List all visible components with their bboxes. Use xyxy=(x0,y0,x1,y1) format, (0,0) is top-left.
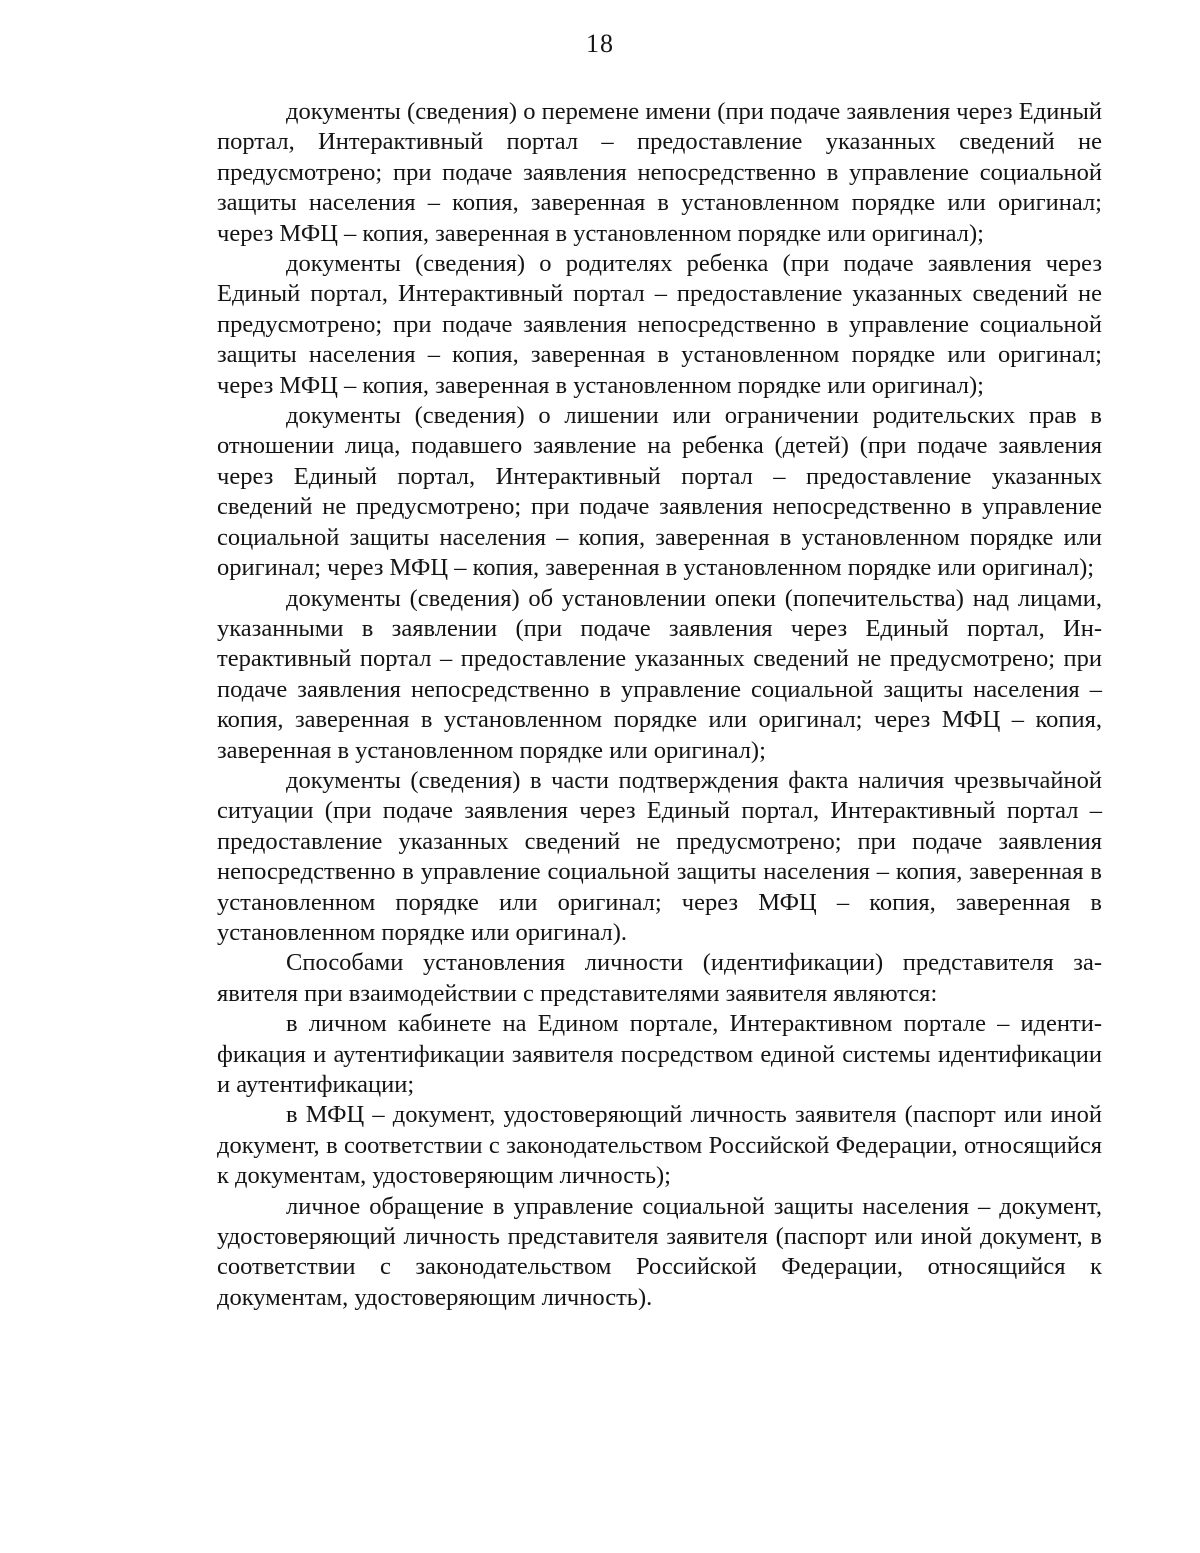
paragraph-mfc-identification: в МФЦ – документ, удостоверяющий личность заявителя (паспорт или иной документ, в соответствии с законодательством Российской Федерации, относящийся к документам, удостоверяющим личность); xyxy=(217,1101,1102,1190)
page-number: 18 xyxy=(586,29,614,58)
paragraph-portal-identification: в личном кабинете на Едином портале, Интерактивном портале – идентификация и аутентификации заявителя посредством единой системы идентификации и аутентификации; xyxy=(217,1010,1102,1098)
paragraph-parents-documents: документы (сведения) о родителях ребенка (при подаче заявления через Единый портал, Интерактивный портал – предоставление указанных сведений не предусмотрено; при подаче заявления непосредственно в управление социальной защиты населения – копия, заверенная в установленном порядке или оригинал; через МФЦ – копия, заверенная в установленном порядке или оригинал); xyxy=(217,250,1102,399)
document-body xyxy=(217,97,1102,1313)
paragraph-guardianship-documents: документы (сведения) об установлении опеки (попечительства) над лицами, указанными в заявлении (при подаче заявления через Единый портал, Интерактивный портал – предоставление указанных сведений не предусмотрено; при подаче заявления непосредственно в управление социальной защиты населения – копия, заверенная в установленном порядке или оригинал; через МФЦ – копия, заверенная в установленном порядке или оригинал); xyxy=(217,584,1102,764)
paragraph-parental-rights-documents: документы (сведения) о лишении или ограничении родительских прав в отношении лица, подавшего заявление на ребенка (детей) (при подаче заявления через Единый портал, Интерактивный портал – предоставление указанных сведений не предусмотрено; при подаче заявления непосредственно в управление социальной защиты населения – копия, заверенная в установленном порядке или оригинал; через МФЦ – копия, заверенная в установленном порядке или оригинал); xyxy=(217,402,1102,582)
paragraph-name-change-documents: документы (сведения) о перемене имени (при подаче заявления через Единый портал, Интерактивный портал – предоставление указанных сведений не предусмотрено; при подаче заявления непосредственно в управление социальной защиты населения – копия, заверенная в установленном порядке или оригинал; через МФЦ – копия, заверенная в установленном порядке или оригинал); xyxy=(217,98,1102,247)
paragraph-personal-visit-identification: личное обращение в управление социальной защиты населения – документ, удостоверяющий личность представителя заявителя (паспорт или иной документ, в соответствии с законодательством Российской Федерации, относящийся к документам, удостоверяющим личность). xyxy=(217,1192,1102,1311)
paragraph-identification-methods: Способами установления личности (идентификации) представителя заявителя при взаимодействии с представителями заявителя являются: xyxy=(217,949,1102,1007)
paragraph-emergency-documents: документы (сведения) в части подтверждения факта наличия чрезвычайной ситуации (при подаче заявления через Единый портал, Интерактивный портал – предоставление указанных сведений не предусмотрено; при подаче заявления непосредственно в управление социальной защиты населения – копия, заверенная в установленном порядке или оригинал; через МФЦ – копия, заверенная в установленном порядке или оригинал). xyxy=(217,766,1102,946)
